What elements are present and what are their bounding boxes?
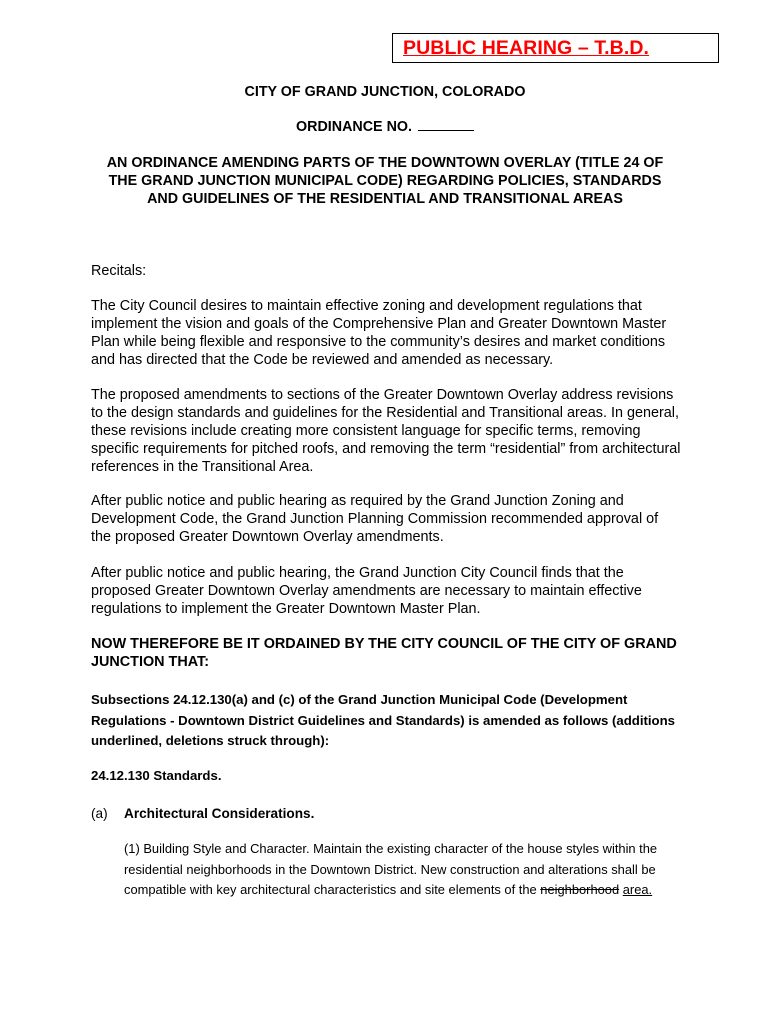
item-1-text: (1) Building Style and Character. Maintain the existing character of the house styles within the residential neighborhoods in the Downtown District. New construction and alterations shall be compatible with key architectural characteristics and site elements of the <box>124 841 658 897</box>
subsections-statement: Subsections 24.12.130(a) and (c) of the Grand Junction Municipal Code (Development Regulations - Downtown District Guidelines and Standards) is amended as follows (additions underlined, deletions struck through): <box>91 692 675 748</box>
item-1-building-style <box>124 839 684 901</box>
section-a-heading <box>91 805 314 823</box>
city-heading: CITY OF GRAND JUNCTION, COLORADO <box>244 84 526 100</box>
ordinance-number-line <box>0 118 770 136</box>
public-hearing-text: PUBLIC HEARING – T.B.D. <box>403 37 650 59</box>
recital-paragraph-1: The City Council desires to maintain effective zoning and development regulations that implement the vision and goals of the Comprehensive Plan and Greater Downtown Master Plan while being flexible and responsive to the community’s desires and market conditions and has directed that the Code be reviewed and amended as necessary. <box>91 298 667 368</box>
recital-paragraph-4: After public notice and public hearing, the Grand Junction City Council finds that the proposed Greater Downtown Overlay amendments are necessary to maintain effective regulations to implement the Greater Downtown Master Plan. <box>91 565 642 617</box>
section-a-label: (a) <box>91 806 108 821</box>
ordained-clause: NOW THEREFORE BE IT ORDAINED BY THE CITY COUNCIL OF THE CITY OF GRAND JUNCTION THAT: <box>91 636 677 670</box>
public-hearing-stamp <box>392 33 719 63</box>
ordinance-number-blank <box>418 118 474 131</box>
recital-paragraph-3: After public notice and public hearing as required by the Grand Junction Zoning and Development Code, the Grand Junction Planning Commission recommended approval of the proposed Greater Downtown Overlay amendments. <box>91 493 659 545</box>
recital-paragraph-2: The proposed amendments to sections of the Greater Downtown Overlay address revisions to the design standards and guidelines for the Residential and Transitional areas. In general, these revisions include creating more consistent language for specific terms, removing specific requirements for pitched roofs, and removing the term “residential” from architectural references in the Transitional Area. <box>91 387 681 475</box>
ordinance-label: ORDINANCE NO. <box>296 119 412 135</box>
ordinance-title: AN ORDINANCE AMENDING PARTS OF THE DOWNTOWN OVERLAY (TITLE 24 OF THE GRAND JUNCTION MUNICIPAL CODE) REGARDING POLICIES, STANDARDS AND GUIDELINES OF THE RESIDENTIAL AND TRANSITIONAL AREAS <box>106 155 664 207</box>
added-text: area. <box>622 882 653 897</box>
deleted-text: neighborhood <box>540 882 620 897</box>
recitals-heading: Recitals: <box>91 263 147 279</box>
standards-heading: 24.12.130 Standards. <box>91 768 222 783</box>
section-a-title: Architectural Considerations. <box>124 806 315 821</box>
